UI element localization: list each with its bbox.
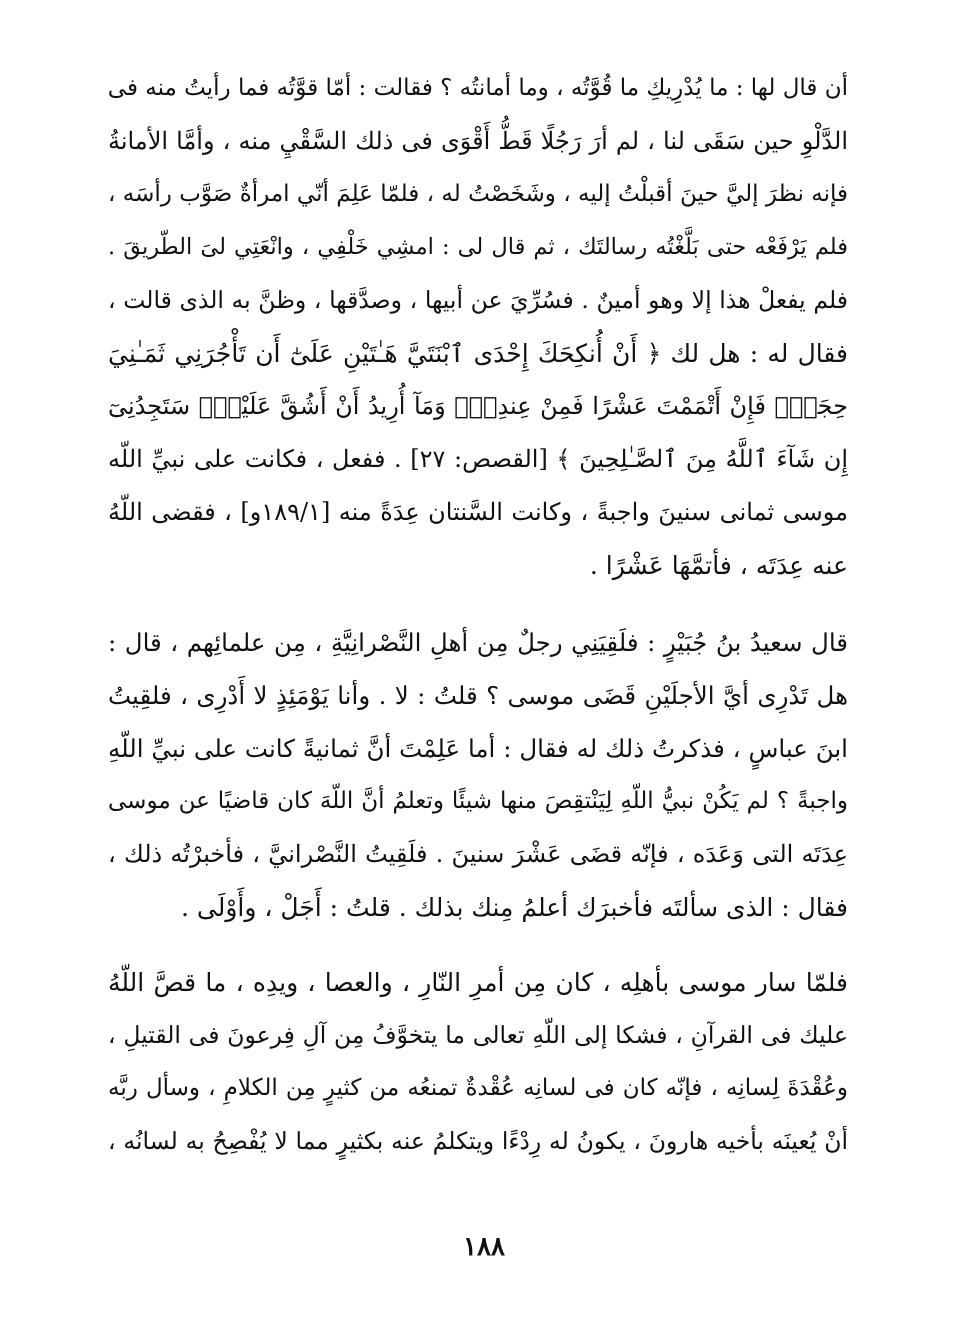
text-line: واجبةً ؟ لم يَكُنْ نبيُّ اللّهِ لِيَنْتقِصَ منها شيئًا وتعلمُ أنَّ اللّهَ كان قاضيًا عن موسى bbox=[108, 788, 848, 814]
text-line: أنْ يُعينَه بأخيه هارونَ ، يكونُ له رِدْءًا ويتكلمُ عنه بكثيرٍ مما لا يُفْصِحُ به لسانُه ، bbox=[108, 1127, 848, 1155]
text-line: فلم يفعلْ هذا إلا وهو أمينٌ . فسُرِّيَ عن أبيها ، وصدَّقها ، وظنَّ به الذى قالت ، bbox=[108, 286, 848, 314]
text-line: عليك فى القرآنِ ، فشكا إلى اللّهِ تعالى ما يتخوَّفُ مِن آلِ فِرعونَ فى القتيلِ ، bbox=[108, 1021, 848, 1049]
quran-verse-line: فقال له : هل لك ﴿ أَنْ أُنكِحَكَ إِحْدَى ٱبْنَتَيَّ هَـٰتَيْنِ عَلَىٰٓ أَن تَأْجُرَنِي ثَمَـٰنِيَ bbox=[108, 339, 848, 368]
quran-verse-line: إِن شَآءَ ٱللَّهُ مِنَ ٱلصَّـٰلِحِينَ ﴾ [القصص: ٢٧] . ففعل ، فكانت على نبيِّ اللّه bbox=[108, 445, 848, 473]
text-line: الدَّلْوِ حين سَقَى لنا ، لم أرَ رَجُلًا قَطُّ أَقْوَى فى ذلك السَّقْيِ منه ، وأمَّا الأمانةُ bbox=[108, 127, 848, 155]
text-line: وعُقْدَةَ لِسانِه ، فإنّه كان فى لسانِه عُقْدةٌ تمنعُه من كثيرٍ مِن الكلامِ ، وسأل ربَّه bbox=[108, 1075, 848, 1101]
text-line: عِدَتَه التى وَعَدَه ، فإنّه قضَى عَشْرَ سنينَ . فلَقِيتُ النَّصْرانيَّ ، فأخبرْتُه ذلك ، bbox=[108, 840, 848, 868]
text-line: هل تَدْرِى أيَّ الأجلَيْنِ قَضَى موسى ؟ قلتُ : لا . وأنا يَوْمَئِذٍ لا أَدْرِى ، فلقِيتُ bbox=[108, 681, 848, 710]
paragraph-2 bbox=[108, 616, 848, 934]
text-line: فقال : الذى سألتَه فأخبرَك أعلمُ مِنك بذلك . قلتُ : أَجَلْ ، وأَوْلَى . bbox=[181, 893, 848, 922]
page-number: ١٨٨ bbox=[463, 1232, 505, 1262]
quran-verse-line: حِجَجٍۖ فَإِنْ أَتْمَمْتَ عَشْرًا فَمِنْ عِندِكَۖ وَمَآ أُرِيدُ أَنْ أَشُقَّ عَلَيْكَۚ سَتَجِدُنِىٓ bbox=[108, 392, 848, 420]
text-line: موسى ثمانى سنينَ واجبةً ، وكانت السَّنتان عِدَةً منه [١٨٩/١و] ، فقضى اللّهُ bbox=[108, 498, 848, 526]
paragraph-1 bbox=[108, 62, 848, 592]
page-body bbox=[108, 62, 848, 1168]
text-line: فإنه نظرَ إليَّ حينَ أقبلْتُ إليه ، وشَخَصْتُ له ، فلمّا عَلِمَ أنّي امرأةٌ صَوَّب رأسَه ، bbox=[108, 181, 848, 207]
text-line: فلمّا سار موسى بأهلِه ، كان مِن أمرِ النّارِ ، والعصا ، ويدِه ، ما قصَّ اللّهُ bbox=[108, 968, 848, 997]
text-line: ابنَ عباسٍ ، فذكرتُ ذلك له فقال : أما عَلِمْتَ أنَّ ثمانيةً كانت على نبيِّ اللّهِ bbox=[108, 734, 848, 763]
paragraph-3 bbox=[108, 956, 848, 1168]
text-line: أن قال لها : ما يُدْرِيكِ ما قُوَّتُه ، وما أمانتُه ؟ فقالت : أمّا قوَّتُه فما رأيتُ منه فى bbox=[108, 75, 848, 101]
text-line: عنه عِدَتَه ، فأتمَّهَا عَشْرًا . bbox=[589, 551, 848, 580]
text-line: قال سعيدُ بنُ جُبَيْرٍ : فلَقِيَنِي رجلٌ مِن أهلِ النَّصْرانِيَّةِ ، مِن علمائِهم ، قال : bbox=[108, 628, 848, 657]
text-line: فلم يَرْفَعْه حتى بَلَّغْتُه رسالتَك ، ثم قال لى : امشِي خَلْفِي ، وانْعَتِي لىَ الطّريقَ . bbox=[108, 234, 848, 260]
